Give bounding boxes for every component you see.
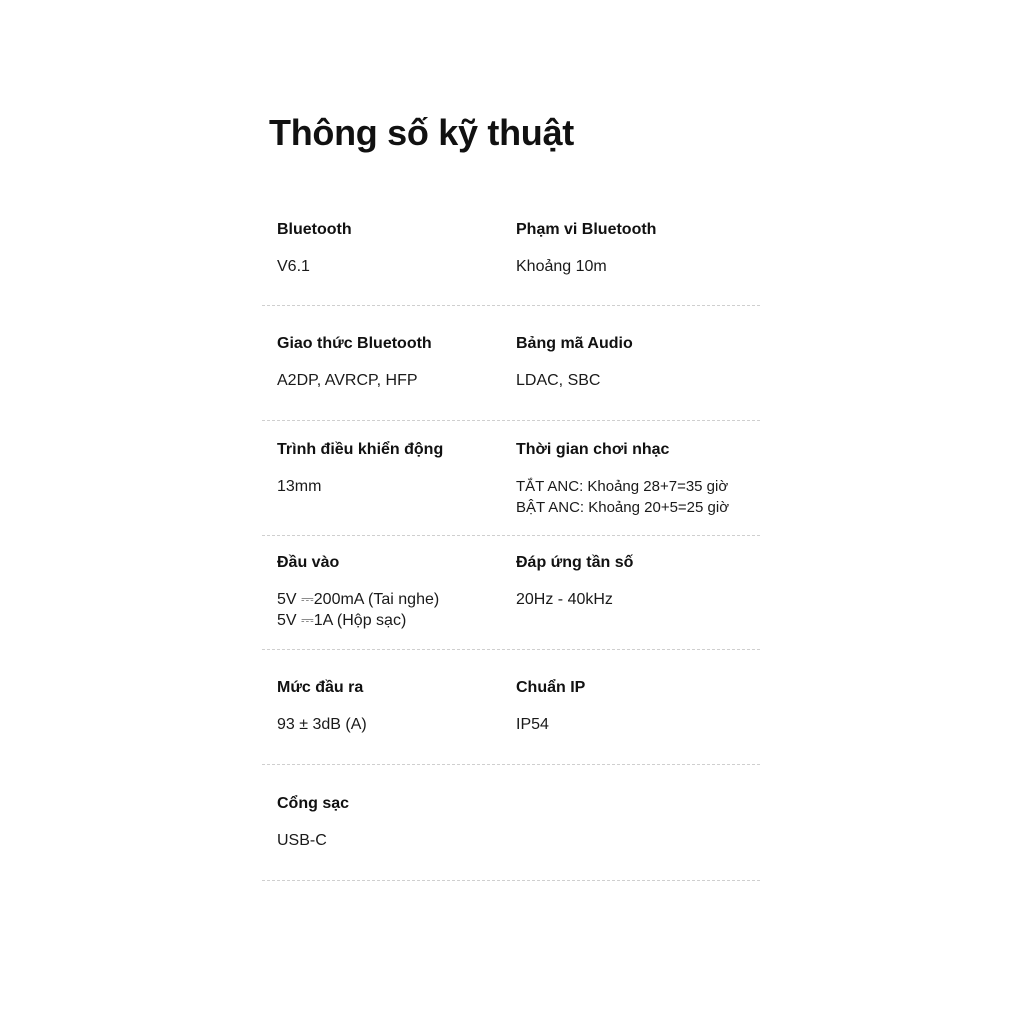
- spec-value-line: 93 ± 3dB (A): [277, 716, 367, 733]
- spec-row: [262, 536, 760, 650]
- spec-label: Mức đầu ra: [277, 679, 364, 696]
- spec-value-line: 5V ⎓200mA (Tai nghe): [277, 591, 440, 608]
- spec-value-line: 13mm: [277, 478, 322, 495]
- spec-label: Đáp ứng tần số: [516, 554, 634, 571]
- spec-label: Trình điều khiển động: [277, 441, 444, 458]
- spec-value-line: TẮT ANC: Khoảng 28+7=35 giờ: [516, 478, 729, 495]
- spec-value-line: BẬT ANC: Khoảng 20+5=25 giờ: [516, 499, 730, 516]
- spec-value-line: USB-C: [277, 832, 327, 849]
- spec-label: Cổng sạc: [277, 795, 350, 812]
- spec-value-line: A2DP, AVRCP, HFP: [277, 372, 418, 389]
- spec-label: Phạm vi Bluetooth: [516, 221, 657, 238]
- spec-row: [262, 765, 760, 881]
- spec-value: [516, 476, 729, 518]
- spec-label: Giao thức Bluetooth: [277, 335, 432, 352]
- spec-value-line: LDAC, SBC: [516, 372, 601, 389]
- spec-row: [262, 421, 760, 536]
- spec-value-line: Khoảng 10m: [516, 258, 607, 275]
- spec-value: [277, 256, 310, 277]
- spec-value: [516, 714, 549, 735]
- spec-value: [277, 370, 418, 391]
- spec-row: [262, 306, 760, 421]
- spec-value: [277, 830, 327, 851]
- spec-value-line: 5V ⎓1A (Hộp sạc): [277, 612, 407, 629]
- spec-value: [516, 370, 600, 391]
- spec-value: [516, 256, 607, 277]
- spec-value: [277, 714, 367, 735]
- spec-label: Chuẩn IP: [516, 679, 586, 696]
- spec-label: Bảng mã Audio: [516, 335, 633, 352]
- spec-value-line: IP54: [516, 716, 549, 733]
- spec-value-line: 20Hz - 40kHz: [516, 591, 613, 608]
- spec-row: [262, 192, 760, 306]
- page-title: Thông số kỹ thuật: [269, 112, 574, 153]
- spec-value: [516, 589, 613, 610]
- spec-row: [262, 650, 760, 765]
- spec-label: Thời gian chơi nhạc: [516, 441, 670, 458]
- spec-value-line: V6.1: [277, 258, 310, 275]
- spec-label: Bluetooth: [277, 221, 352, 238]
- spec-value: [277, 476, 321, 497]
- spec-value: [277, 589, 439, 631]
- spec-label: Đầu vào: [277, 554, 340, 571]
- spec-table: [262, 192, 760, 881]
